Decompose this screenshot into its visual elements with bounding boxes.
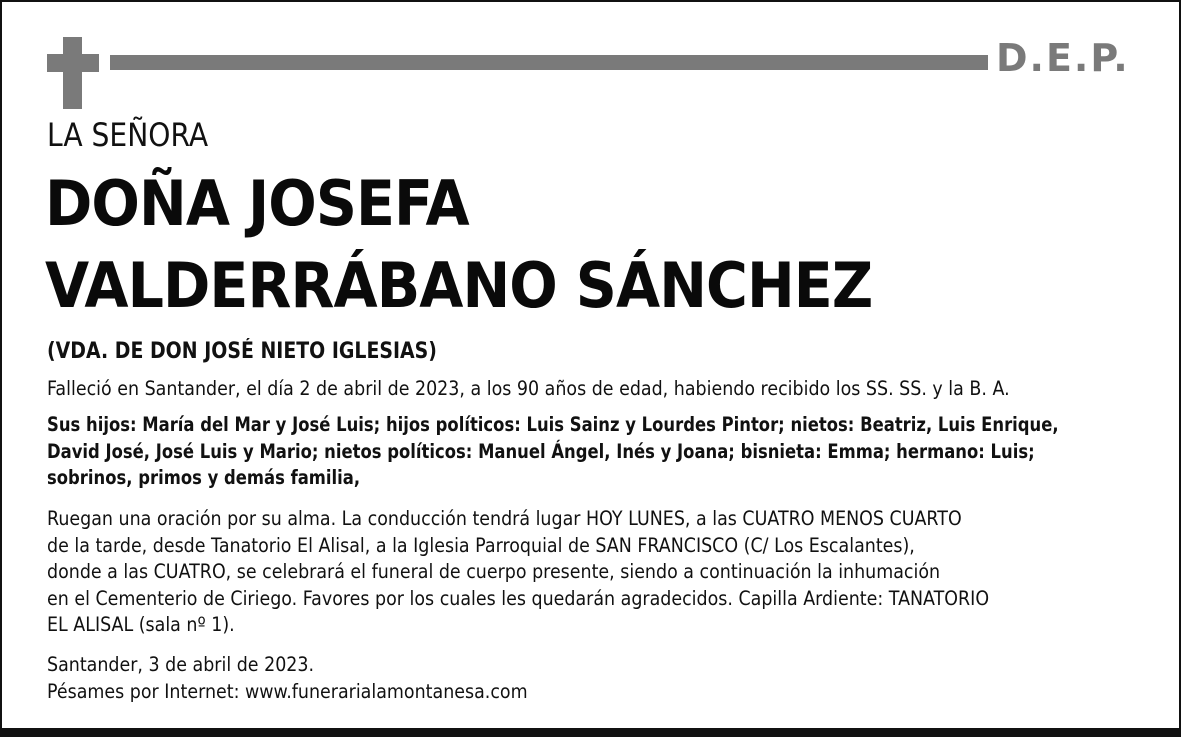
deceased-name-line2: VALDERRÁBANO SÁNCHEZ: [45, 249, 873, 322]
condolences-link: Pésames por Internet: www.funerarialamontanesa.com: [47, 679, 528, 703]
bottom-rule: [0, 728, 1181, 737]
honorific: LA SEÑORA: [47, 116, 209, 154]
family-list: [47, 412, 1059, 492]
prayer-line: donde a las CUATRO, se celebrará el funeral de cuerpo presente, siendo a continuación la inhumación: [47, 560, 941, 583]
prayer-line: de la tarde, desde Tanatorio El Alisal, a la Iglesia Parroquial de SAN FRANCISCO (C/ Los Escalantes),: [47, 533, 915, 557]
closing-block: [47, 652, 528, 705]
family-line: David José, José Luis y Mario; nietos políticos: Manuel Ángel, Inés y Joana; bisnieta: Emma; hermano: Luis;: [47, 439, 1035, 463]
prayer-line: en el Cementerio de Ciriego. Favores por los cuales les quedarán agradecidos. Capilla Ardiente: TANATORIO: [47, 586, 990, 610]
family-line: Sus hijos: María del Mar y José Luis; hijos políticos: Luis Sainz y Lourdes Pintor; nietos: Beatriz, Luis Enrique,: [47, 413, 1059, 436]
prayer-paragraph: [47, 506, 989, 639]
prayer-line: EL ALISAL (sala nº 1).: [47, 613, 235, 636]
header-rule: [110, 55, 988, 70]
place-date: Santander, 3 de abril de 2023.: [47, 653, 315, 676]
death-notice: Falleció en Santander, el día 2 de abril de 2023, a los 90 años de edad, habiendo recibido los SS. SS. y la B. A.: [47, 377, 1010, 400]
family-line: sobrinos, primos y demás familia,: [47, 466, 361, 489]
dep-label: D.E.P.: [996, 36, 1130, 80]
deceased-name-line1: DOÑA JOSEFA: [45, 167, 469, 240]
prayer-line: Ruegan una oración por su alma. La conducción tendrá lugar HOY LUNES, a las CUATRO MENOS CUARTO: [47, 507, 962, 530]
widow-of: (VDA. DE DON JOSÉ NIETO IGLESIAS): [47, 339, 437, 364]
